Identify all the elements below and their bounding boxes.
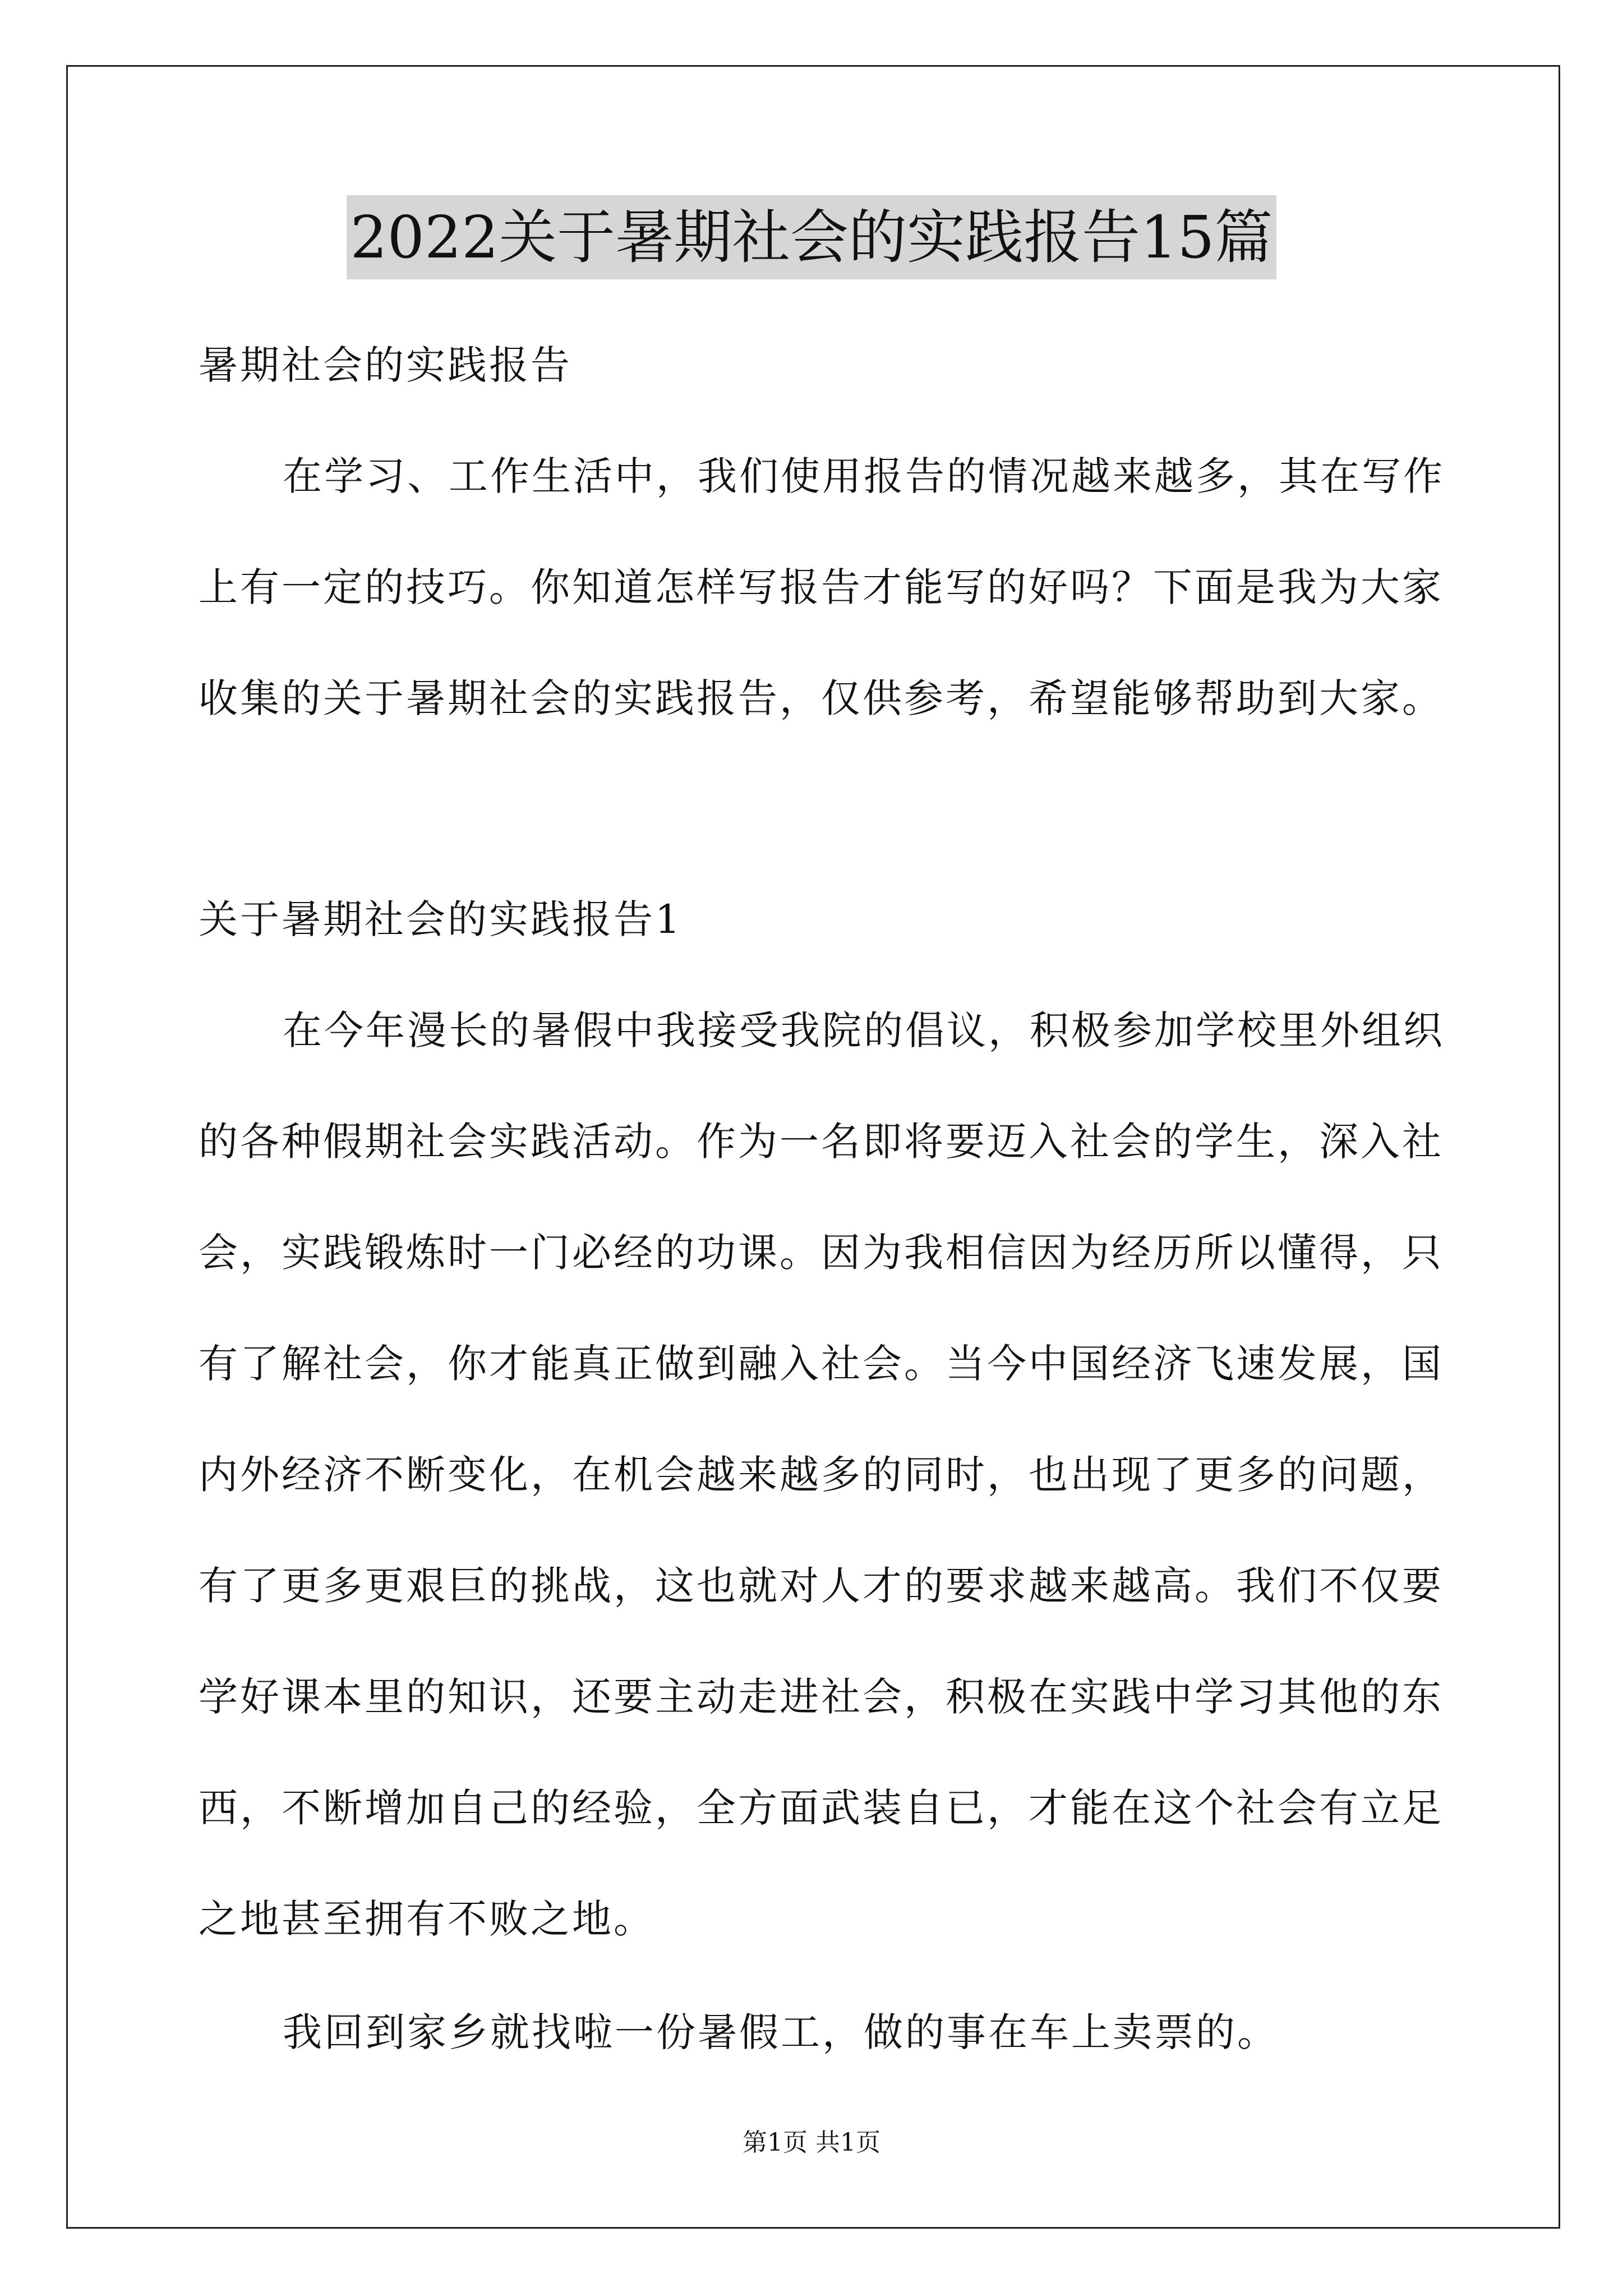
title-container xyxy=(0,195,1623,279)
document-title: 2022关于暑期社会的实践报告15篇 xyxy=(347,195,1276,279)
section-paragraph xyxy=(199,975,1445,1975)
section-line: 的各种假期社会实践活动。作为一名即将要迈入社会的学生，深入社 xyxy=(199,1119,1444,1165)
section-line: 有了解社会，你才能真正做到融入社会。当今中国经济飞速发展，国 xyxy=(199,1341,1444,1387)
last-paragraph-line: 我回到家乡就找啦一份暑假工，做的事在车上卖票的。 xyxy=(283,2009,1279,2055)
section-line: 会，实践锻炼时一门必经的功课。因为我相信因为经历所以懂得，只 xyxy=(199,1230,1444,1276)
intro-line: 在学习、工作生活中，我们使用报告的情况越来越多，其在写作 xyxy=(283,453,1445,499)
intro-paragraph xyxy=(199,421,1445,754)
intro-line: 收集的关于暑期社会的实践报告，仅供参考，希望能够帮助到大家。 xyxy=(199,675,1444,721)
section-line: 内外经济不断变化，在机会越来越多的同时，也出现了更多的问题， xyxy=(199,1452,1444,1498)
subtitle: 暑期社会的实践报告 xyxy=(199,342,572,388)
section-line: 学好课本里的知识，还要主动走进社会，积极在实践中学习其他的东 xyxy=(199,1674,1444,1720)
last-paragraph xyxy=(199,1977,1432,2088)
section-line: 有了更多更艰巨的挑战，这也就对人才的要求越来越高。我们不仅要 xyxy=(199,1563,1444,1609)
intro-line: 上有一定的技巧。你知道怎样写报告才能写的好吗？下面是我为大家 xyxy=(199,564,1444,610)
section-line: 在今年漫长的暑假中我接受我院的倡议，积极参加学校里外组织 xyxy=(283,1007,1445,1053)
section-line: 之地甚至拥有不败之地。 xyxy=(199,1896,655,1942)
page-footer: 第1页 共1页 xyxy=(743,2128,880,2157)
section-heading: 关于暑期社会的实践报告1 xyxy=(199,896,683,942)
section-line: 西，不断增加自己的经验，全方面武装自已，才能在这个社会有立足 xyxy=(199,1785,1444,1831)
